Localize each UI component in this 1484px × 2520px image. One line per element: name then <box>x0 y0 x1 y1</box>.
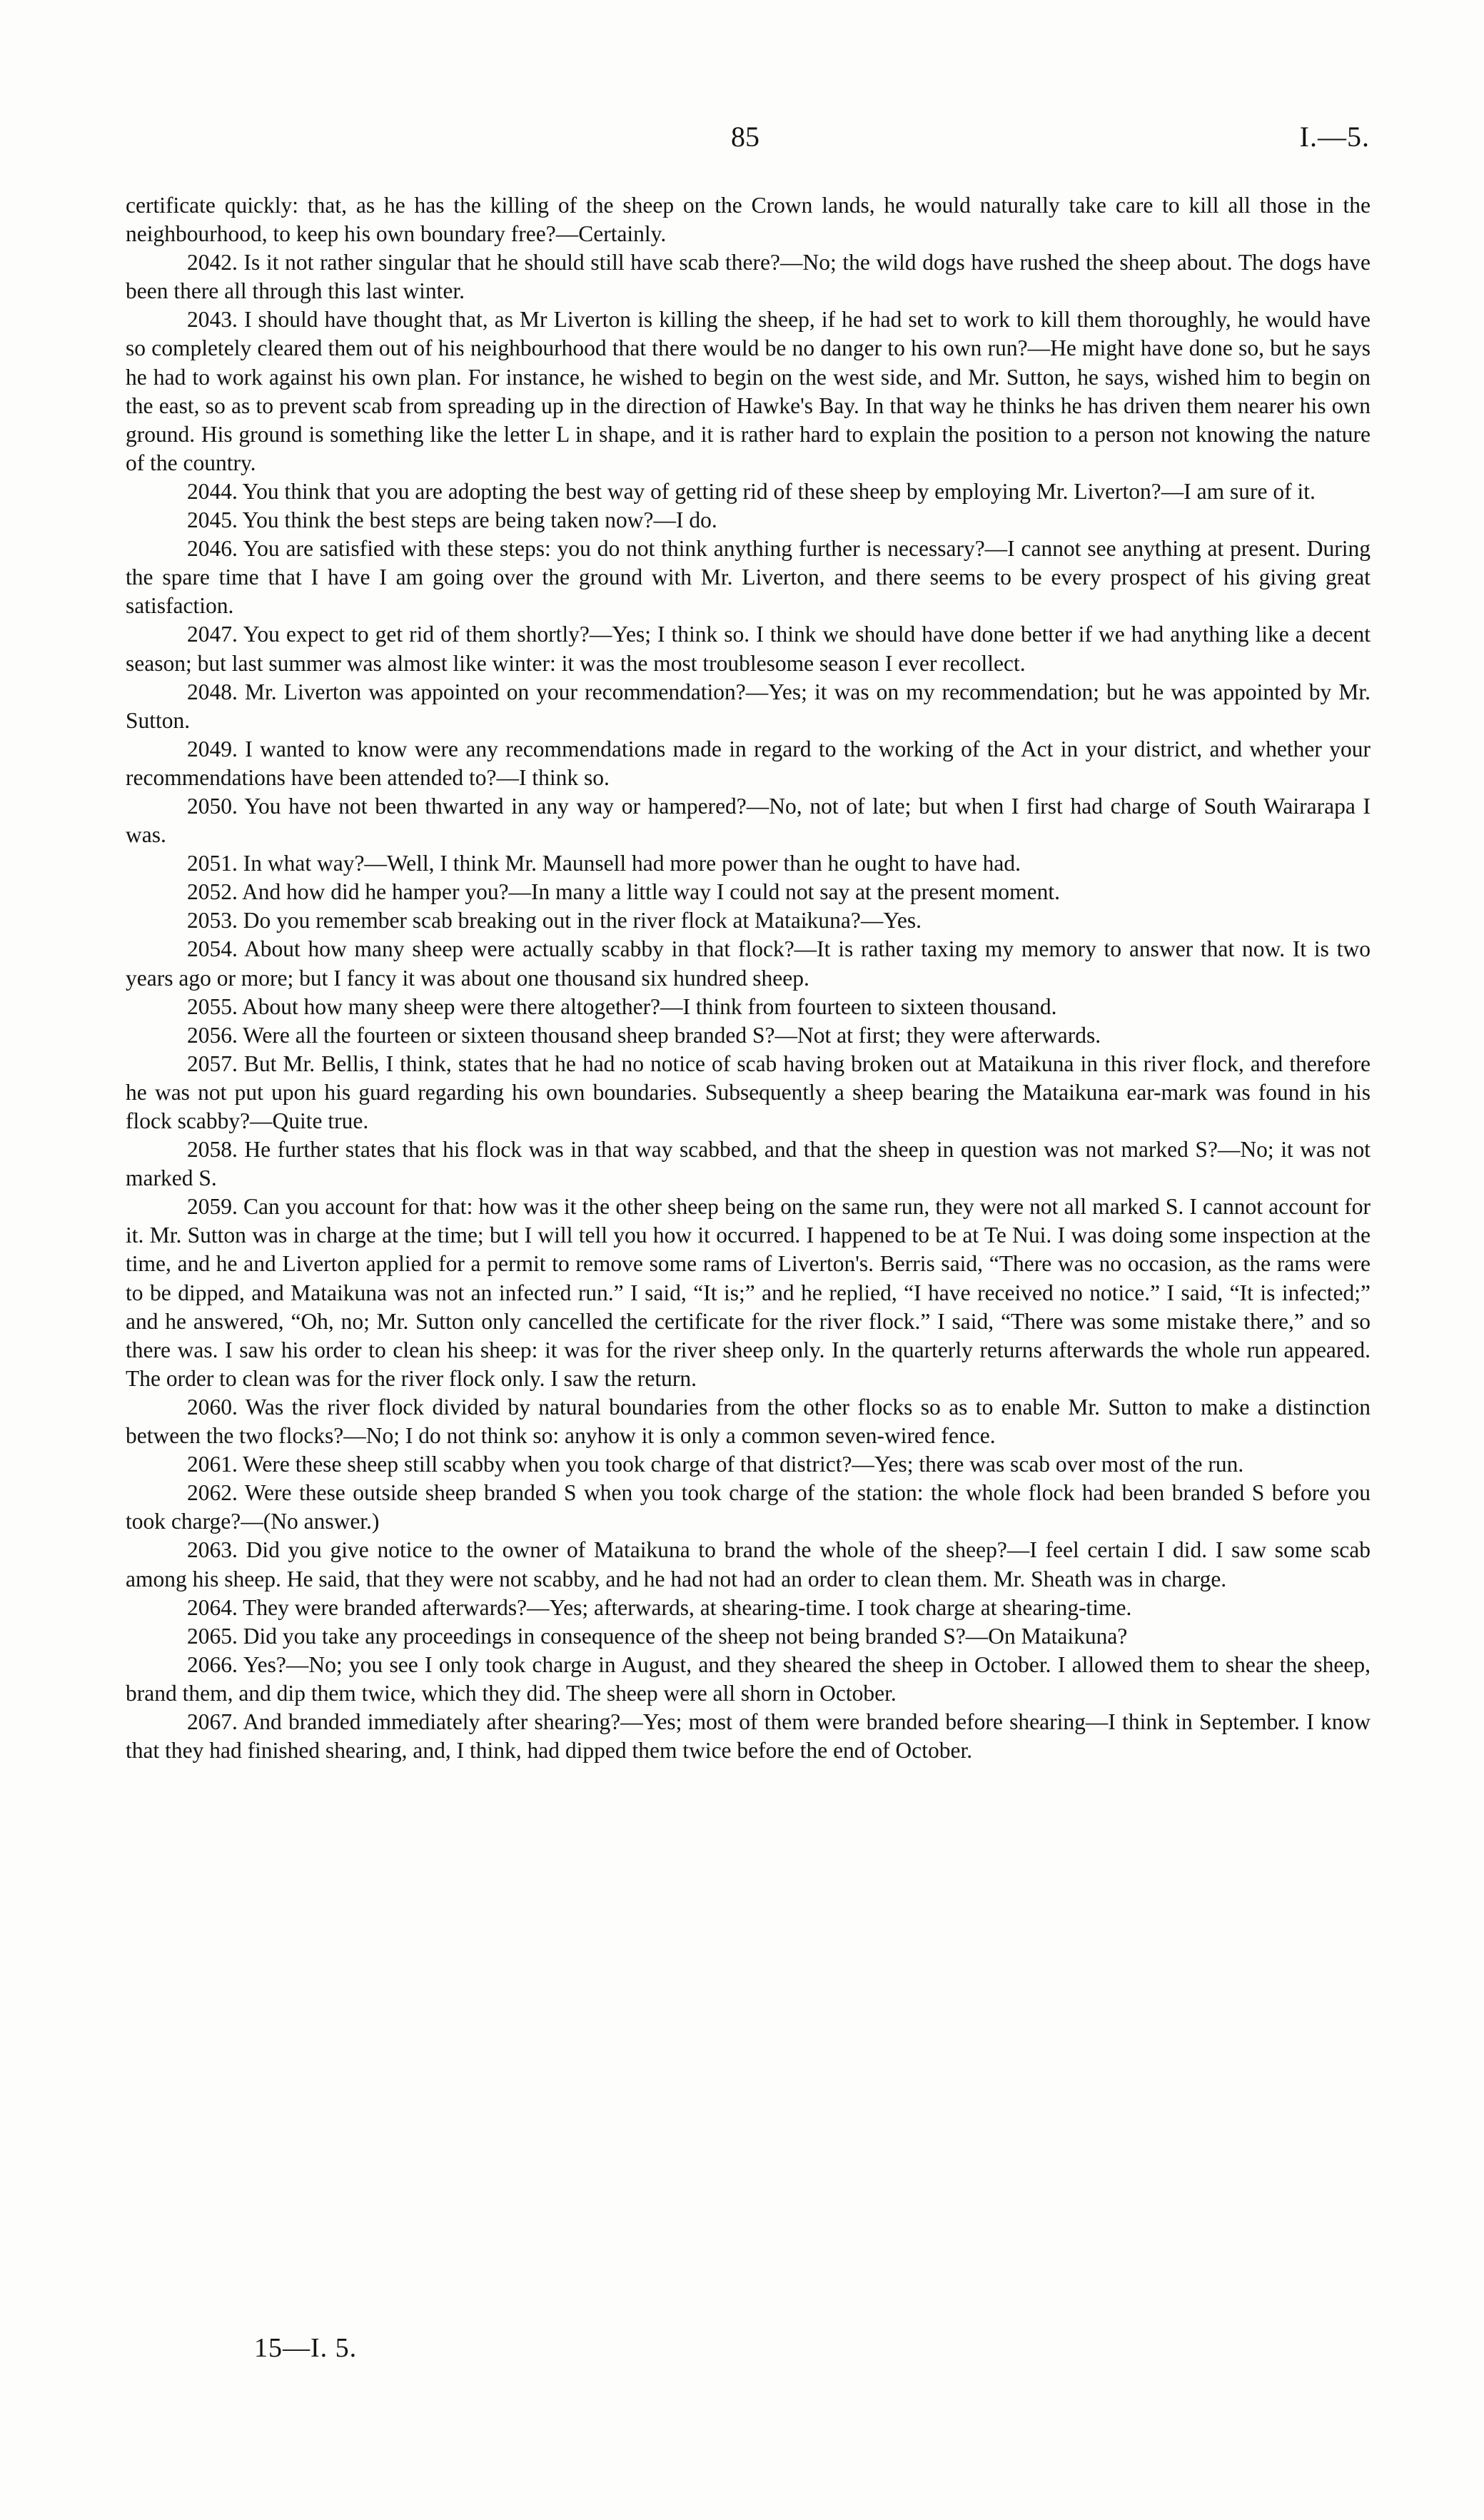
paragraph-2046: 2046. You are satisfied with these steps: you do not think anything further is necessary?—I cannot see anything at present. During the spare time that I have I am going over the ground with Mr. Liverton, and there seems to be every prospect of his giving great satisfaction. <box>126 536 1371 619</box>
paragraph-2062: 2062. Were these outside sheep branded S when you took charge of the station: the whole flock had been branded S before you took charge?—(No answer.) <box>126 1480 1371 1534</box>
paragraph-2045: 2045. You think the best steps are being taken now?—I do. <box>187 507 717 533</box>
paragraph-2060: 2060. Was the river flock divided by natural boundaries from the other flocks so as to enable Mr. Sutton to make a distinction between the two flocks?—No; I do not think so: anyhow it is only a common seven-wired fence. <box>126 1394 1371 1449</box>
paragraph-2066: 2066. Yes?—No; you see I only took charge in August, and they sheared the sheep in October. I allowed them to shear the sheep, brand them, and dip them twice, which they did. The sheep were all shorn in October. <box>126 1651 1371 1706</box>
paragraph-2067: 2067. And branded immediately after shearing?—Yes; most of them were branded before shearing—I think in September. I know that they had finished shearing, and, I think, had dipped them twice before the end of October. <box>126 1709 1371 1764</box>
paragraph-2064: 2064. They were branded afterwards?—Yes; afterwards, at shearing-time. I took charge at shearing-time. <box>187 1594 1132 1620</box>
paragraph-2063: 2063. Did you give notice to the owner of Mataikuna to brand the whole of the sheep?—I feel certain I did. I saw some scab among his sheep. He said, that they were not scabby, and he had not had an order to clean them. Mr. Sheath was in charge. <box>126 1537 1371 1592</box>
paragraph-2061: 2061. Were these sheep still scabby when you took charge of that district?—Yes; there was scab over most of the run. <box>187 1452 1244 1477</box>
paragraph-2053: 2053. Do you remember scab breaking out in the river flock at Mataikuna?—Yes. <box>187 908 922 933</box>
paragraph-2047: 2047. You expect to get rid of them shortly?—Yes; I think so. I think we should have done better if we had anything like a decent season; but last summer was almost like winter: it was the most troublesome season I ever recollect. <box>126 622 1371 676</box>
body-text <box>126 191 1371 1765</box>
paragraph-2049: 2049. I wanted to know were any recommendations made in regard to the working of the Act in your district, and whether your recommendations have been attended to?—I think so. <box>126 736 1371 790</box>
paragraph-2051: 2051. In what way?—Well, I think Mr. Maunsell had more power than he ought to have had. <box>187 851 1021 876</box>
paragraph-2056: 2056. Were all the fourteen or sixteen thousand sheep branded S?—Not at first; they were afterwards. <box>187 1022 1101 1048</box>
document-reference: I.—5. <box>1299 121 1370 153</box>
paragraph-2065: 2065. Did you take any proceedings in consequence of the sheep not being branded S?—On Mataikuna? <box>187 1623 1128 1649</box>
paragraph-2059: 2059. Can you account for that: how was it the other sheep being on the same run, they were not all marked S. I cannot account for it. Mr. Sutton was in charge at the time; but I will tell you how it occurred. I happened to be at Te Nui. I was doing some inspection at the time, and he and Liverton applied for a permit to remove some rams of Liverton's. Berris said, “There was no occasion, as the rams were to be dipped, and Mataikuna was not an infected run.” I said, “It is;” and he replied, “I have received no notice.” I said, “It is infected;” and he answered, “Oh, no; Mr. Sutton only cancelled the certificate for the river flock.” I said, “There was some mistake there,” and so there was. I saw his order to clean his sheep: it was for the river sheep only. In the quarterly returns afterwards the whole run appeared. The order to clean was for the river flock only. I saw the return. <box>126 1194 1371 1391</box>
paragraph-2048: 2048. Mr. Liverton was appointed on your recommendation?—Yes; it was on my recommendation; but he was appointed by Mr. Sutton. <box>126 679 1371 733</box>
paragraph-2052: 2052. And how did he hamper you?—In many a little way I could not say at the present moment. <box>187 879 1060 905</box>
continuation-paragraph: certificate quickly: that, as he has the killing of the sheep on the Crown lands, he would naturally take care to kill all those in the neighbourhood, to keep his own boundary free?—Certainly. <box>126 193 1371 247</box>
paragraph-2054: 2054. About how many sheep were actually scabby in that flock?—It is rather taxing my memory to answer that now. It is two years ago or more; but I fancy it was about one thousand six hundred sheep. <box>126 936 1371 991</box>
paragraph-2058: 2058. He further states that his flock was in that way scabbed, and that the sheep in question was not marked S?—No; it was not marked S. <box>126 1137 1371 1191</box>
paragraph-2042: 2042. Is it not rather singular that he should still have scab there?—No; the wild dogs have rushed the sheep about. The dogs have been there all through this last winter. <box>126 250 1371 304</box>
paragraph-2044: 2044. You think that you are adopting the best way of getting rid of these sheep by employing Mr. Liverton?—I am sure of it. <box>187 478 1316 504</box>
paragraph-2043: 2043. I should have thought that, as Mr Liverton is killing the sheep, if he had set to work to kill them thoroughly, he would have so completely cleared them out of his neighbourhood that there would be no danger to his own run?—He might have done so, but he says he had to work against his own plan. For instance, he wished to begin on the west side, and Mr. Sutton, he says, wished him to begin on the east, so as to prevent scab from spreading up in the direction of Hawke's Bay. In that way he thinks he has driven them nearer his own ground. His ground is something like the letter L in shape, and it is rather hard to explain the position to a person not knowing the nature of the country. <box>126 307 1371 475</box>
paragraph-2057: 2057. But Mr. Bellis, I think, states that he had no notice of scab having broken out at Mataikuna in this river flock, and therefore he was not put upon his guard regarding his own boundaries. Subsequently a sheep bearing the Mataikuna ear-mark was found in his flock scabby?—Quite true. <box>126 1051 1371 1133</box>
paragraph-2055: 2055. About how many sheep were there altogether?—I think from fourteen to sixteen thousand. <box>187 993 1057 1019</box>
page-header <box>0 120 1484 163</box>
page-number: 85 <box>731 121 759 153</box>
signature-mark: 15—I. 5. <box>254 2333 358 2363</box>
paragraph-2050: 2050. You have not been thwarted in any way or hampered?—No, not of late; but when I first had charge of South Wairarapa I was. <box>126 793 1371 848</box>
